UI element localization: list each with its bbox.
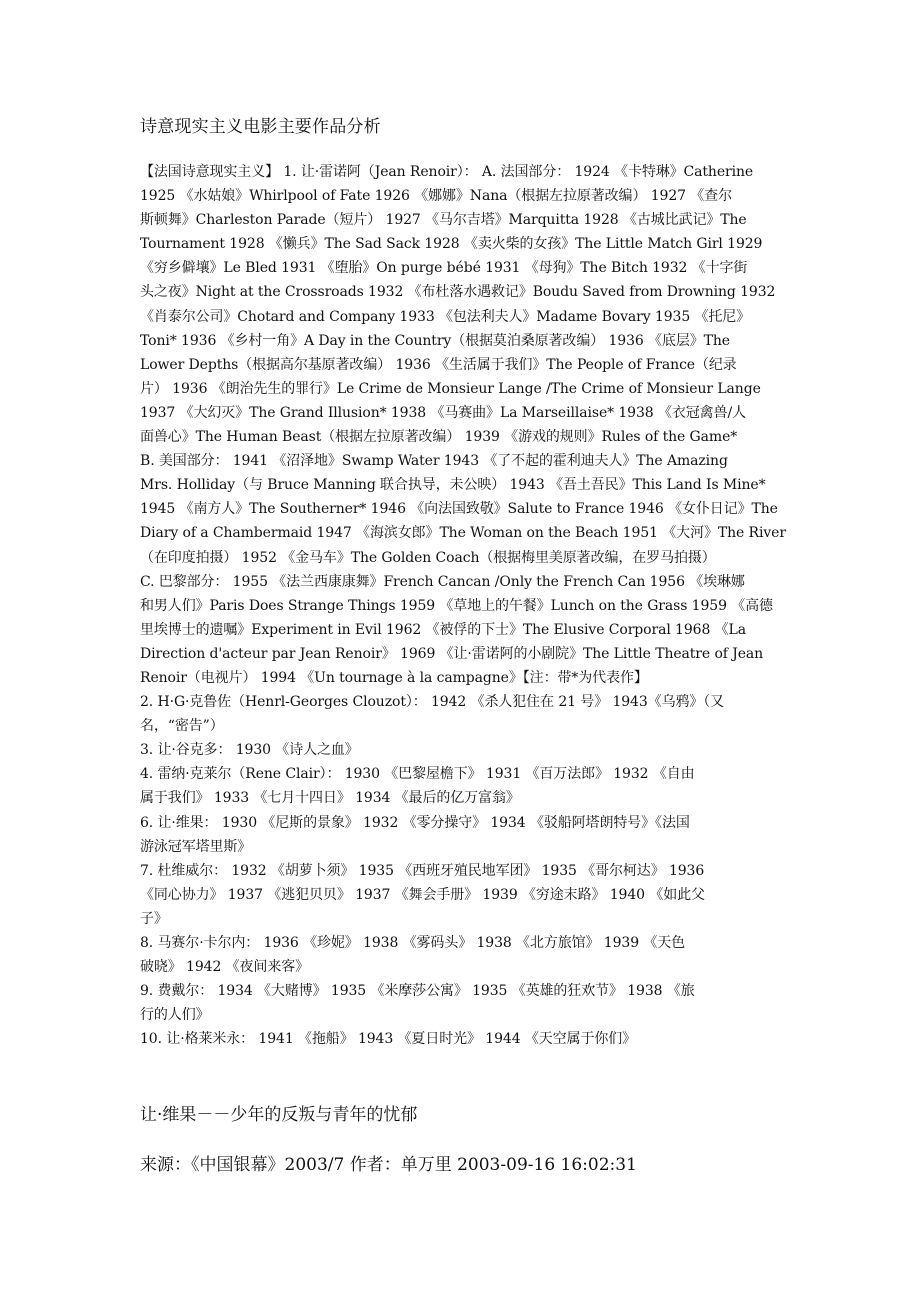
body-line: 斯顿舞》Charleston Parade（短片） 1927 《马尔吉塔》Marquitta 1928 《古城比武记》The bbox=[140, 212, 747, 229]
body-line: B. 美国部分： 1941 《沼泽地》Swamp Water 1943 《了不起的霍利迪夫人》The Amazing bbox=[140, 453, 728, 470]
body-line: 1937 《大幻灭》The Grand Illusion* 1938 《马赛曲》La Marseillaise* 1938 《衣冠禽兽/人 bbox=[140, 404, 746, 421]
body-line: 《穷乡僻壤》Le Bled 1931 《堕胎》On purge bébé 1931 《母狗》The Bitch 1932 《十字街 bbox=[140, 260, 748, 277]
body-line: 里埃博士的遗嘱》Experiment in Evil 1962 《被俘的下士》The Elusive Corporal 1968 《La bbox=[140, 621, 746, 638]
body-line: 《肖泰尔公司》Chotard and Company 1933 《包法利夫人》Madame Bovary 1935 《托尼》 bbox=[140, 308, 751, 325]
body-line: 2. H·G·克鲁佐（Henrl-Georges Clouzot）： 1942 《杀人犯住在 21 号》 1943《乌鸦》（又 bbox=[140, 694, 725, 711]
body-line: 1945 《南方人》The Southerner* 1946 《向法国致敬》Salute to France 1946 《女仆日记》The bbox=[140, 501, 778, 518]
document-title: 诗意现实主义电影主要作品分析 bbox=[140, 117, 381, 137]
body-line: Lower Depths（根据高尔基原著改编） 1936 《生活属于我们》The People of France（纪录 bbox=[140, 356, 737, 373]
body-line: 1925 《水姑娘》Whirlpool of Fate 1926 《娜娜》Nana（根据左拉原著改编） 1927 《查尔 bbox=[140, 188, 732, 205]
body-line: （在印度拍摄） 1952 《金马车》The Golden Coach（根据梅里美原著改编，在罗马拍摄） bbox=[140, 549, 716, 566]
body-line: 【法国诗意现实主义】 1. 让·雷诺阿（Jean Renoir）： A. 法国部分： 1924 《卡特琳》Catherine bbox=[140, 164, 754, 180]
body-line: 片） 1936 《朗治先生的罪行》Le Crime de Monsieur Lange /The Crime of Monsieur Lange bbox=[140, 380, 761, 397]
body-line: Toni* 1936 《乡村一角》A Day in the Country（根据莫泊桑原著改编） 1936 《底层》The bbox=[140, 332, 730, 349]
body-line: C. 巴黎部分： 1955 《法兰西康康舞》French Cancan /Only the French Can 1956 《埃琳娜 bbox=[140, 573, 745, 590]
body-line: 《同心协力》 1937 《逃犯贝贝》 1937 《舞会手册》 1939 《穷途末路》 1940 《如此父 bbox=[140, 886, 705, 903]
body-line: Diary of a Chambermaid 1947 《海滨女郎》The Woman on the Beach 1951 《大河》The River bbox=[140, 525, 786, 542]
body-line: 面兽心》The Human Beast（根据左拉原著改编） 1939 《游戏的规则》Rules of the Game* bbox=[140, 429, 738, 446]
body-line: 3. 让·谷克多： 1930 《诗人之血》 bbox=[140, 742, 359, 759]
body-line: 4. 雷纳·克莱尔（Rene Clair）： 1930 《巴黎屋檐下》 1931 《百万法郎》 1932 《自由 bbox=[140, 766, 695, 783]
section-title: 让·维果－－少年的反叛与青年的忧郁 bbox=[140, 1105, 418, 1125]
body-line: 和男人们》Paris Does Strange Things 1959 《草地上的午餐》Lunch on the Grass 1959 《高德 bbox=[140, 597, 773, 614]
body-line: 9. 费戴尔： 1934 《大赌博》 1935 《米摩莎公寓》 1935 《英雄的狂欢节》 1938 《旅 bbox=[140, 983, 695, 1000]
body-line: Direction d'acteur par Jean Renoir》 1969 《让·雷诺阿的小剧院》The Little Theatre of Jean bbox=[140, 645, 764, 662]
body-line: 头之夜》Night at the Crossroads 1932 《布杜落水遇救记》Boudu Saved from Drowning 1932 bbox=[140, 284, 776, 301]
body-line: Mrs. Holliday（与 Bruce Manning 联合执导，未公映） 1943 《吾土吾民》This Land Is Mine* bbox=[140, 477, 766, 494]
body-line: 破晓》 1942 《夜间来客》 bbox=[140, 959, 310, 976]
body-line: Renoir（电视片） 1994 《Un tournage à la campagne》【注：带*为代表作】 bbox=[140, 669, 648, 686]
body-line: 10. 让·格莱米永： 1941 《拖船》 1943 《夏日时光》 1944 《天空属于你们》 bbox=[140, 1031, 637, 1048]
body-line: 属于我们》 1933 《七月十四日》 1934 《最后的亿万富翁》 bbox=[140, 790, 520, 807]
source-line: 来源：《中国银幕》2003/7 作者：单万里 2003-09-16 16:02:31 bbox=[140, 1155, 637, 1175]
document-body bbox=[140, 160, 800, 1051]
body-line: 行的人们》 bbox=[140, 1007, 210, 1024]
body-line: 6. 让·维果： 1930 《尼斯的景象》 1932 《零分操守》 1934 《驳船阿塔朗特号》《法国 bbox=[140, 814, 690, 831]
body-line: 名，“密告”） bbox=[140, 718, 224, 735]
body-line: 8. 马赛尔·卡尔内： 1936 《珍妮》 1938 《雾码头》 1938 《北方旅馆》 1939 《天色 bbox=[140, 935, 686, 951]
body-line: 游泳冠军塔里斯》 bbox=[140, 838, 252, 855]
body-line: 7. 杜维威尔： 1932 《胡萝卜须》 1935 《西班牙殖民地军团》 1935 《哥尔柯达》 1936 bbox=[140, 862, 705, 879]
body-line: Tournament 1928 《懒兵》The Sad Sack 1928 《卖火柴的女孩》The Little Match Girl 1929 bbox=[140, 236, 763, 253]
body-line: 子》 bbox=[140, 910, 168, 927]
